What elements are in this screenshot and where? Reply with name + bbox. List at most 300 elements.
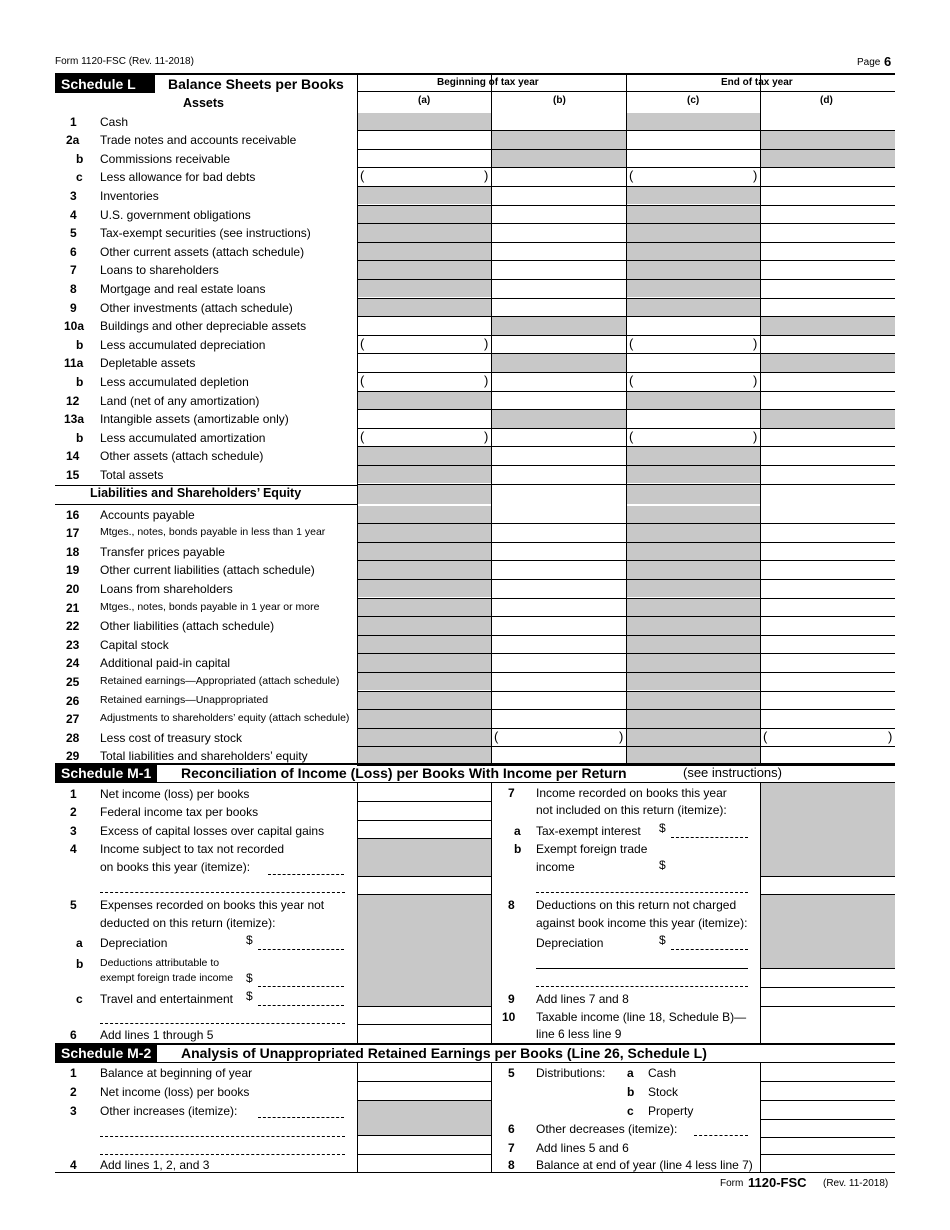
shaded-cell xyxy=(761,131,895,149)
shaded-cell xyxy=(627,673,760,691)
amount-field[interactable] xyxy=(627,354,760,372)
line-number: 7 xyxy=(508,1141,515,1155)
beginning-of-tax-year: Beginning of tax year xyxy=(437,77,539,88)
shaded-cell xyxy=(358,392,491,410)
line-number: 15 xyxy=(66,467,80,482)
line-label: Tax-exempt securities (see instructions) xyxy=(100,226,311,241)
amount-field[interactable] xyxy=(627,373,760,391)
amount-field[interactable] xyxy=(492,673,626,691)
line-number: 19 xyxy=(66,563,80,578)
line-label: Net income (loss) per books xyxy=(100,1085,250,1099)
amount-field[interactable] xyxy=(761,506,895,524)
line-number: 11a xyxy=(64,356,84,371)
shaded-cell xyxy=(627,299,760,317)
line-label: Depletable assets xyxy=(100,356,196,371)
paren: ( xyxy=(629,335,634,351)
line-number: 10 xyxy=(502,1010,516,1024)
amount-field[interactable] xyxy=(492,617,626,635)
line-number: b xyxy=(76,151,84,166)
line-label: line 6 less line 9 xyxy=(536,1027,622,1041)
line-label: income xyxy=(536,860,575,874)
page-label: Page xyxy=(857,57,881,68)
amount-field[interactable] xyxy=(761,261,895,279)
amount-field[interactable] xyxy=(358,429,491,447)
line-number: 21 xyxy=(66,600,80,615)
line-number: b xyxy=(514,842,522,856)
shaded-cell xyxy=(358,113,491,131)
amount-field[interactable] xyxy=(761,580,895,598)
line-label: Capital stock xyxy=(100,637,169,652)
amount-field[interactable] xyxy=(358,150,491,168)
amount-field[interactable] xyxy=(492,636,626,654)
line-number: 23 xyxy=(66,637,80,652)
amount-field[interactable] xyxy=(492,280,626,298)
amount-field[interactable] xyxy=(492,543,626,561)
shaded-cell xyxy=(358,673,491,691)
line-label: Travel and entertainment xyxy=(100,992,233,1006)
shaded-cell xyxy=(358,729,491,747)
line-label: Retained earnings—Appropriated (attach schedule) xyxy=(100,674,340,687)
line-number: 10a xyxy=(64,319,85,334)
paren: ( xyxy=(629,428,634,444)
amount-field[interactable] xyxy=(761,299,895,317)
dollar-sign: $ xyxy=(659,858,666,872)
line-label: U.S. government obligations xyxy=(100,207,251,222)
line-number: 9 xyxy=(508,992,515,1006)
shaded-cell xyxy=(358,710,491,728)
amount-field[interactable] xyxy=(358,131,491,149)
shaded-cell xyxy=(627,206,760,224)
line-number: 9 xyxy=(70,300,77,315)
line-label: Balance at beginning of year xyxy=(100,1066,253,1080)
shaded-cell xyxy=(627,524,760,542)
shaded-cell xyxy=(627,543,760,561)
shaded-cell xyxy=(627,187,760,205)
schedule-l-tag: Schedule L xyxy=(55,75,155,93)
line-number: 8 xyxy=(70,281,77,296)
shaded-cell xyxy=(627,617,760,635)
shaded-cell xyxy=(627,580,760,598)
shaded-cell xyxy=(358,243,491,261)
footer-revision: (Rev. 11-2018) xyxy=(823,1178,889,1189)
amount-field[interactable] xyxy=(627,410,760,428)
col-a-head: (a) xyxy=(418,95,431,106)
footer-form-word: Form xyxy=(720,1178,744,1189)
assets-heading: Assets xyxy=(183,96,224,110)
line-label: Taxable income (line 18, Schedule B)— xyxy=(536,1010,747,1024)
shaded-cell xyxy=(358,580,491,598)
amount-field[interactable] xyxy=(761,561,895,579)
line-label: Loans from shareholders xyxy=(100,581,233,596)
line-label: Balance at end of year (line 4 less line 7) xyxy=(536,1158,753,1172)
shaded-cell xyxy=(358,187,491,205)
amount-field[interactable] xyxy=(627,168,760,186)
line-number: 6 xyxy=(70,1028,77,1042)
shaded-cell xyxy=(761,354,895,372)
shaded-cell xyxy=(761,150,895,168)
line-number: 5 xyxy=(70,898,77,912)
shaded-cell xyxy=(627,654,760,672)
line-label: Depreciation xyxy=(536,936,604,950)
line-label: Loans to shareholders xyxy=(100,263,219,278)
line-number: 1 xyxy=(70,1066,77,1080)
line-label: Tax-exempt interest xyxy=(536,824,641,838)
shaded-cell xyxy=(358,206,491,224)
amount-field[interactable] xyxy=(761,392,895,410)
shaded-cell xyxy=(358,617,491,635)
shaded-cell xyxy=(358,543,491,561)
line-label: Expenses recorded on books this year not xyxy=(100,898,325,912)
amount-field[interactable] xyxy=(761,206,895,224)
paren: ) xyxy=(619,728,624,744)
line-number: 28 xyxy=(66,730,80,745)
amount-field[interactable] xyxy=(358,373,491,391)
line-number: 24 xyxy=(66,656,80,671)
line-label: Federal income tax per books xyxy=(100,805,259,819)
paren: ) xyxy=(888,728,893,744)
line-label: Land (net of any amortization) xyxy=(100,393,260,408)
line-label: Cash xyxy=(100,114,129,129)
line-label: Commissions receivable xyxy=(100,151,231,166)
line-label: Mtges., notes, bonds payable in less than 1 year xyxy=(100,526,326,539)
dollar-sign: $ xyxy=(659,933,666,947)
amount-field[interactable] xyxy=(492,524,626,542)
line-label: Stock xyxy=(648,1085,679,1099)
amount-field[interactable] xyxy=(761,710,895,728)
line-number: b xyxy=(76,337,84,352)
line-label: deducted on this return (itemize): xyxy=(100,916,276,930)
line-number: a xyxy=(627,1066,634,1080)
line-label: Distributions: xyxy=(536,1066,606,1080)
amount-field[interactable] xyxy=(761,673,895,691)
shaded-cell xyxy=(358,692,491,710)
line-label: Add lines 5 and 6 xyxy=(536,1141,629,1155)
schedule-m2-title: Analysis of Unappropriated Retained Earnings per Books (Line 26, Schedule L) xyxy=(181,1045,707,1061)
line-label: Less accumulated amortization xyxy=(100,430,266,445)
shaded-cell xyxy=(358,636,491,654)
amount-field[interactable] xyxy=(492,168,626,186)
schedule-l-title: Balance Sheets per Books xyxy=(168,76,344,92)
line-label: Mortgage and real estate loans xyxy=(100,281,266,296)
shaded-cell xyxy=(358,299,491,317)
shaded-cell xyxy=(492,354,626,372)
line-number: 27 xyxy=(66,712,80,727)
line-label: Cash xyxy=(648,1066,677,1080)
amount-field[interactable] xyxy=(627,429,760,447)
shaded-cell xyxy=(358,524,491,542)
amount-field[interactable] xyxy=(492,580,626,598)
shaded-cell xyxy=(358,561,491,579)
amount-field[interactable] xyxy=(492,506,626,524)
amount-field[interactable] xyxy=(761,168,895,186)
shaded-cell xyxy=(627,466,760,484)
paren: ) xyxy=(753,428,758,444)
col-b-head: (b) xyxy=(553,95,566,106)
liabilities-heading: Liabilities and Shareholders’ Equity xyxy=(90,486,302,500)
line-label: Add lines 1 through 5 xyxy=(100,1028,214,1042)
amount-field[interactable] xyxy=(492,392,626,410)
form-id: Form 1120-FSC (Rev. 11-2018) xyxy=(55,56,194,67)
line-number: b xyxy=(627,1085,635,1099)
line-label: Total assets xyxy=(100,467,164,482)
amount-field[interactable] xyxy=(492,261,626,279)
line-number: 16 xyxy=(66,507,80,522)
amount-field[interactable] xyxy=(492,336,626,354)
line-number: 3 xyxy=(70,1104,77,1118)
line-label: Other increases (itemize): xyxy=(100,1104,238,1118)
line-label: Retained earnings—Unappropriated xyxy=(100,693,269,706)
line-label: Add lines 7 and 8 xyxy=(536,992,629,1006)
line-label: Less allowance for bad debts xyxy=(100,170,256,185)
line-label: Income subject to tax not recorded xyxy=(100,842,285,856)
line-label: exempt foreign trade income xyxy=(100,972,234,984)
line-label: Depreciation xyxy=(100,936,168,950)
amount-field[interactable] xyxy=(358,354,491,372)
amount-field[interactable] xyxy=(761,599,895,617)
amount-field[interactable] xyxy=(761,692,895,710)
amount-field[interactable] xyxy=(358,168,491,186)
amount-field[interactable] xyxy=(761,543,895,561)
amount-field[interactable] xyxy=(761,373,895,391)
paren: ) xyxy=(753,168,758,184)
shaded-cell xyxy=(358,599,491,617)
shaded-cell xyxy=(627,710,760,728)
paren: ) xyxy=(484,372,489,388)
line-number: 2 xyxy=(70,1085,77,1099)
shaded-cell xyxy=(492,410,626,428)
paren: ) xyxy=(753,335,758,351)
line-label: Inventories xyxy=(100,188,159,203)
amount-field[interactable] xyxy=(492,447,626,465)
paren: ( xyxy=(629,372,634,388)
shaded-cell xyxy=(358,447,491,465)
amount-field[interactable] xyxy=(761,280,895,298)
line-number: 8 xyxy=(508,1158,515,1172)
line-label: Other liabilities (attach schedule) xyxy=(100,619,275,634)
dollar-sign: $ xyxy=(246,933,253,947)
line-label: not included on this return (itemize): xyxy=(536,803,727,817)
line-label: Excess of capital losses over capital gains xyxy=(100,824,325,838)
dollar-sign: $ xyxy=(659,821,666,835)
line-number: c xyxy=(627,1104,634,1118)
line-label: Accounts payable xyxy=(100,507,195,522)
line-number: 3 xyxy=(70,188,77,203)
amount-field[interactable] xyxy=(492,224,626,242)
col-c-head: (c) xyxy=(687,95,700,106)
line-label: Less accumulated depreciation xyxy=(100,337,266,352)
schedule-m2-tag: Schedule M-2 xyxy=(55,1044,157,1062)
line-number: 12 xyxy=(66,393,80,408)
line-label: Transfer prices payable xyxy=(100,544,225,559)
shaded-cell xyxy=(627,599,760,617)
line-number: 5 xyxy=(70,226,77,241)
amount-field[interactable] xyxy=(761,224,895,242)
amount-field[interactable] xyxy=(492,429,626,447)
line-label: Income recorded on books this year xyxy=(536,786,727,800)
line-label: Intangible assets (amortizable only) xyxy=(100,412,289,427)
shaded-cell xyxy=(358,654,491,672)
amount-field[interactable] xyxy=(492,729,626,747)
line-label: Add lines 1, 2, and 3 xyxy=(100,1158,210,1172)
line-number: 2a xyxy=(66,133,80,148)
line-number: 14 xyxy=(66,449,80,464)
shaded-cell xyxy=(627,280,760,298)
paren: ( xyxy=(360,335,365,351)
amount-field[interactable] xyxy=(492,243,626,261)
shaded-cell xyxy=(627,636,760,654)
amount-field[interactable] xyxy=(492,373,626,391)
dollar-sign: $ xyxy=(246,989,253,1003)
end-of-tax-year: End of tax year xyxy=(721,77,793,88)
line-number: 4 xyxy=(70,207,77,222)
line-label: Total liabilities and shareholders’ equity xyxy=(100,749,308,764)
shaded-cell xyxy=(358,466,491,484)
shaded-cell xyxy=(627,113,760,131)
shaded-cell xyxy=(627,261,760,279)
page-number: 6 xyxy=(884,54,892,69)
amount-field[interactable] xyxy=(358,317,491,335)
line-number: 6 xyxy=(508,1122,515,1136)
amount-field[interactable] xyxy=(761,524,895,542)
paren: ( xyxy=(360,428,365,444)
line-number: 2 xyxy=(70,805,77,819)
amount-field[interactable] xyxy=(627,131,760,149)
line-number: 17 xyxy=(66,526,80,541)
dollar-sign: $ xyxy=(246,971,253,985)
line-number: 25 xyxy=(66,674,80,689)
schedule-m1-tag: Schedule M-1 xyxy=(55,764,157,782)
amount-field[interactable] xyxy=(627,317,760,335)
shaded-cell xyxy=(492,317,626,335)
amount-field[interactable] xyxy=(761,654,895,672)
amount-field[interactable] xyxy=(492,113,626,131)
amount-field[interactable] xyxy=(492,599,626,617)
amount-field[interactable] xyxy=(761,429,895,447)
shaded-cell xyxy=(627,392,760,410)
line-number: 5 xyxy=(508,1066,515,1080)
amount-field[interactable] xyxy=(492,206,626,224)
line-label: on books this year (itemize): xyxy=(100,860,251,874)
shaded-cell xyxy=(492,131,626,149)
shaded-cell xyxy=(627,243,760,261)
shaded-cell xyxy=(627,447,760,465)
amount-field[interactable] xyxy=(761,617,895,635)
amount-field[interactable] xyxy=(761,336,895,354)
line-number: 7 xyxy=(70,263,77,278)
amount-field[interactable] xyxy=(492,299,626,317)
shaded-cell xyxy=(358,280,491,298)
amount-field[interactable] xyxy=(492,692,626,710)
footer-form-number: 1120-FSC xyxy=(748,1175,807,1190)
line-label: Buildings and other depreciable assets xyxy=(100,319,307,334)
amount-field[interactable] xyxy=(358,410,491,428)
line-number: b xyxy=(76,430,84,445)
line-label: Less accumulated depletion xyxy=(100,374,249,389)
shaded-cell xyxy=(627,224,760,242)
amount-field[interactable] xyxy=(627,336,760,354)
paren: ( xyxy=(629,168,634,184)
paren: ) xyxy=(753,372,758,388)
shaded-cell xyxy=(627,506,760,524)
line-label: Additional paid-in capital xyxy=(100,656,231,671)
line-number: a xyxy=(76,936,83,950)
line-label: against book income this year (itemize): xyxy=(536,916,748,930)
line-number: c xyxy=(76,992,83,1006)
amount-field[interactable] xyxy=(761,187,895,205)
schedule-m1-note: (see instructions) xyxy=(683,765,782,780)
line-label: Less cost of treasury stock xyxy=(100,730,243,745)
shaded-cell xyxy=(627,561,760,579)
paren: ( xyxy=(763,728,768,744)
line-number: c xyxy=(76,170,83,185)
line-number: 1 xyxy=(70,114,77,129)
line-label: Exempt foreign trade xyxy=(536,842,648,856)
amount-field[interactable] xyxy=(492,654,626,672)
amount-field[interactable] xyxy=(358,336,491,354)
amount-field[interactable] xyxy=(492,561,626,579)
shaded-cell xyxy=(358,506,491,524)
line-label: Deductions on this return not charged xyxy=(536,898,737,912)
line-number: 7 xyxy=(508,786,515,800)
amount-field[interactable] xyxy=(761,243,895,261)
paren: ) xyxy=(484,168,489,184)
paren: ) xyxy=(484,428,489,444)
amount-field[interactable] xyxy=(492,466,626,484)
amount-field[interactable] xyxy=(492,710,626,728)
line-label: Mtges., notes, bonds payable in 1 year or more xyxy=(100,600,320,613)
shaded-cell xyxy=(761,317,895,335)
amount-field[interactable] xyxy=(761,636,895,654)
line-label: Other decreases (itemize): xyxy=(536,1122,678,1136)
line-number: 4 xyxy=(70,1158,77,1172)
line-label: Other current liabilities (attach schedule) xyxy=(100,563,315,578)
paren: ) xyxy=(484,335,489,351)
shaded-cell xyxy=(492,150,626,168)
line-number: a xyxy=(514,824,521,838)
amount-field[interactable] xyxy=(761,466,895,484)
line-label: Adjustments to shareholders’ equity (attach schedule) xyxy=(100,712,350,725)
paren: ( xyxy=(494,728,499,744)
line-number: 6 xyxy=(70,244,77,259)
amount-field[interactable] xyxy=(627,150,760,168)
line-label: Other investments (attach schedule) xyxy=(100,300,293,315)
amount-field[interactable] xyxy=(761,447,895,465)
line-label: Net income (loss) per books xyxy=(100,787,250,801)
shaded-cell xyxy=(358,224,491,242)
amount-field[interactable] xyxy=(492,187,626,205)
line-number: 29 xyxy=(66,749,80,764)
line-number: 13a xyxy=(64,412,85,427)
line-number: 8 xyxy=(508,898,515,912)
shaded-cell xyxy=(627,692,760,710)
shaded-cell xyxy=(627,729,760,747)
line-number: b xyxy=(76,957,84,971)
amount-field[interactable] xyxy=(761,729,895,747)
schedule-m1-title: Reconciliation of Income (Loss) per Books With Income per Return xyxy=(181,765,627,781)
line-number: 22 xyxy=(66,619,80,634)
line-label: Other assets (attach schedule) xyxy=(100,449,264,464)
paren: ( xyxy=(360,372,365,388)
shaded-cell xyxy=(358,261,491,279)
line-number: 26 xyxy=(66,693,80,708)
line-label: Deductions attributable to xyxy=(100,957,220,969)
line-number: 1 xyxy=(70,787,77,801)
line-label: Trade notes and accounts receivable xyxy=(100,133,297,148)
line-number: 4 xyxy=(70,842,77,856)
col-d-head: (d) xyxy=(820,95,833,106)
paren: ( xyxy=(360,168,365,184)
amount-field[interactable] xyxy=(761,113,895,131)
